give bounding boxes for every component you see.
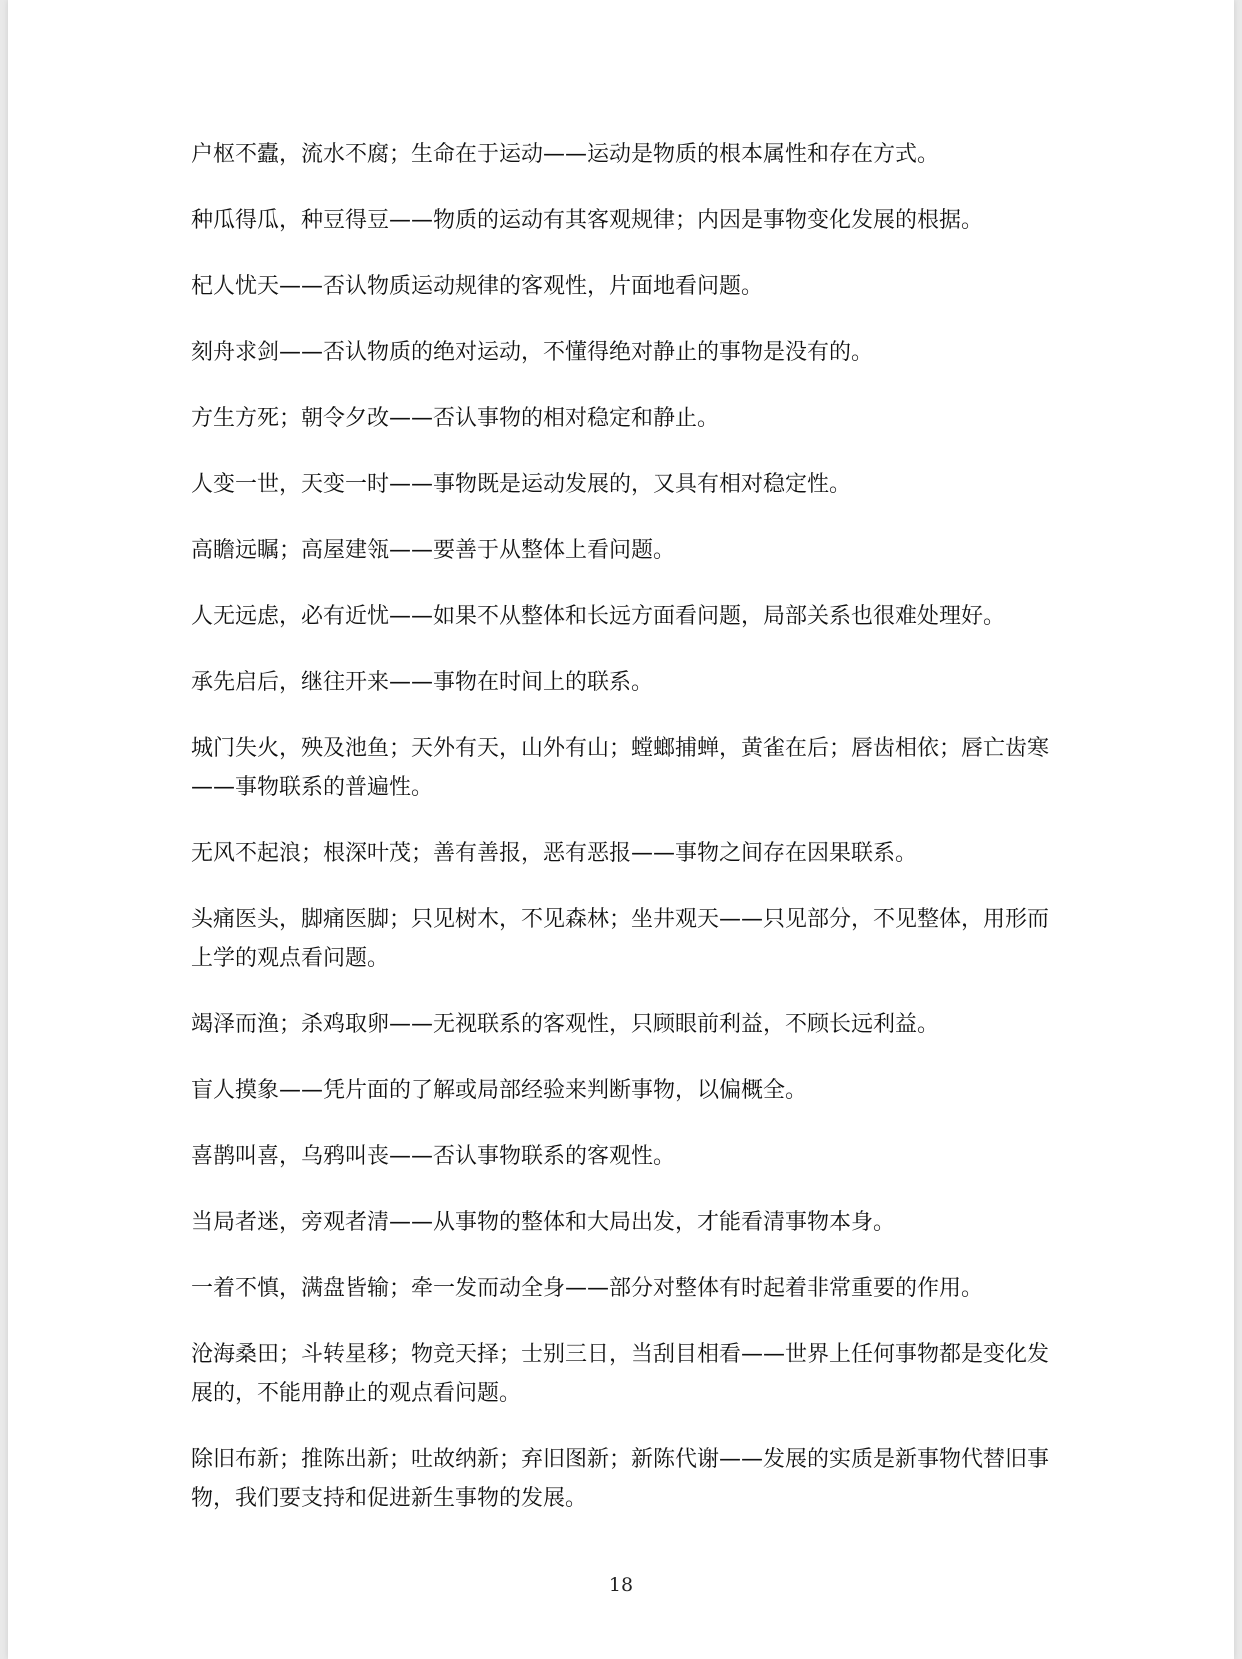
proverb-entry: 城门失火，殃及池鱼；天外有天，山外有山；螳螂捕蝉，黄雀在后；唇齿相依；唇亡齿寒——事物联系的普遍性。 bbox=[191, 736, 1050, 800]
proverb-entry: 沧海桑田；斗转星移；物竞天择；士别三日，当刮目相看——世界上任何事物都是变化发展的，不能用静止的观点看问题。 bbox=[191, 1342, 1050, 1406]
proverb-entry: 盲人摸象——凭片面的了解或局部经验来判断事物，以偏概全。 bbox=[191, 1078, 808, 1103]
proverb-entry: 种瓜得瓜，种豆得豆——物质的运动有其客观规律；内因是事物变化发展的根据。 bbox=[191, 208, 984, 233]
proverb-entry: 除旧布新；推陈出新；吐故纳新；弃旧图新；新陈代谢——发展的实质是新事物代替旧事物，我们要支持和促进新生事物的发展。 bbox=[191, 1447, 1050, 1511]
document-page bbox=[8, 0, 1234, 1659]
proverb-entry: 刻舟求剑——否认物质的绝对运动，不懂得绝对静止的事物是没有的。 bbox=[191, 340, 874, 365]
proverb-entry: 无风不起浪；根深叶茂；善有善报，恶有恶报——事物之间存在因果联系。 bbox=[191, 841, 918, 866]
proverb-entry: 竭泽而渔；杀鸡取卵——无视联系的客观性，只顾眼前利益，不顾长远利益。 bbox=[191, 1012, 940, 1037]
proverb-entry: 一着不慎，满盘皆输；牵一发而动全身——部分对整体有时起着非常重要的作用。 bbox=[191, 1276, 984, 1301]
proverb-entry: 头痛医头，脚痛医脚；只见树木，不见森林；坐井观天——只见部分，不见整体，用形而上学的观点看问题。 bbox=[191, 907, 1050, 971]
proverb-entry: 当局者迷，旁观者清——从事物的整体和大局出发，才能看清事物本身。 bbox=[191, 1210, 896, 1235]
proverb-entry: 高瞻远瞩；高屋建瓴——要善于从整体上看问题。 bbox=[191, 538, 676, 563]
proverb-entry: 方生方死；朝令夕改——否认事物的相对稳定和静止。 bbox=[191, 406, 720, 431]
page-number: 18 bbox=[608, 1574, 634, 1596]
proverb-entry: 人变一世，天变一时——事物既是运动发展的，又具有相对稳定性。 bbox=[191, 472, 852, 497]
proverb-entry: 人无远虑，必有近忧——如果不从整体和长远方面看问题，局部关系也很难处理好。 bbox=[191, 604, 1006, 629]
proverb-entry: 承先启后，继往开来——事物在时间上的联系。 bbox=[191, 670, 654, 695]
page-content bbox=[191, 135, 1051, 1545]
proverb-entry: 户枢不蠹，流水不腐；生命在于运动——运动是物质的根本属性和存在方式。 bbox=[191, 142, 940, 167]
proverb-entry: 喜鹊叫喜，乌鸦叫丧——否认事物联系的客观性。 bbox=[191, 1144, 676, 1169]
proverb-entry: 杞人忧天——否认物质运动规律的客观性，片面地看问题。 bbox=[191, 274, 764, 299]
